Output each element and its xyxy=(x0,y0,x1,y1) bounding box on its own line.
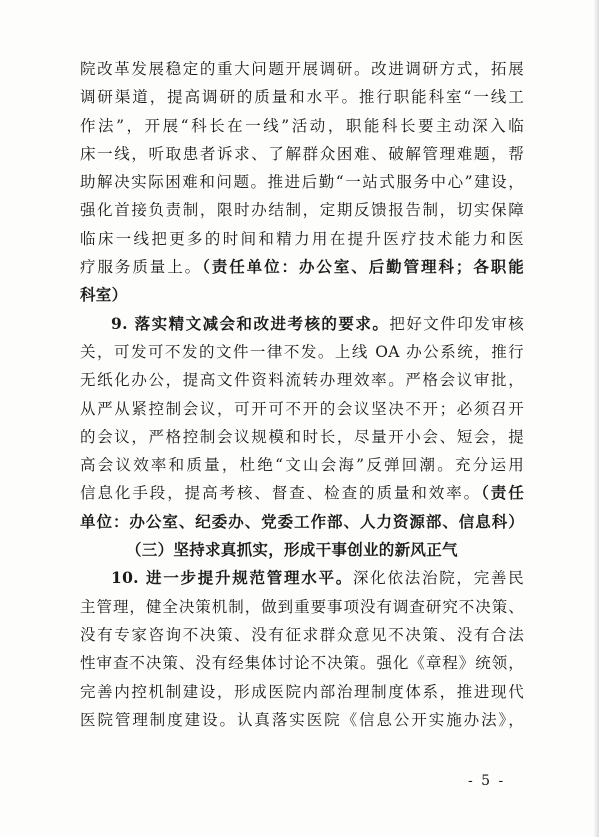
text-line: 从严从紧控制会议，可开可不开的会议坚决不开；必须召开 xyxy=(80,399,524,418)
text-line: 关，可发可不发的文件一律不发。上线 OA 办公系统，推行 xyxy=(80,342,524,361)
responsibility-note: 单位：办公室、纪委办、党委工作部、人力资源部、信息科） xyxy=(80,511,524,531)
text-line xyxy=(80,479,524,507)
text-span: 信息化手段，提高考核、督查、检查的质量和效率。 xyxy=(80,484,482,503)
responsibility-note: （责任 xyxy=(481,483,525,503)
responsibility-note: （责任单位：办公室、后勤管理科；各职能 xyxy=(202,257,525,277)
text-line: 作法”，开展“科长在一线”活动，职能科长要主动深入临 xyxy=(80,116,524,135)
text-span: 把好文件印发审核 xyxy=(389,314,524,333)
text-line: 助解决实际困难和问题。推进后勤“一站式服务中心”建设， xyxy=(80,173,524,192)
responsibility-note: 科室） xyxy=(80,285,128,305)
section-heading: （三）坚持求真抓实，形成干事创业的新风正气 xyxy=(126,540,458,560)
paragraph-first-line xyxy=(80,310,524,338)
paragraph-first-line xyxy=(80,564,524,592)
item-heading: 10. 进一步提升规范管理水平。 xyxy=(111,568,353,588)
page-number: - 5 - xyxy=(468,773,506,789)
text-line: 调研渠道，提高调研的质量和水平。推行职能科室“一线工 xyxy=(80,88,524,107)
text-line: 床一线，听取患者诉求、了解群众困难、破解管理难题，帮 xyxy=(80,144,524,163)
item-heading: 9. 落实精文减会和改进考核的要求。 xyxy=(111,313,390,333)
body-text xyxy=(80,55,524,734)
text-line: 强化首接负责制，限时办结制，定期反馈报告制，切实保障 xyxy=(80,201,524,220)
text-line: 无纸化办公，提高文件资料流转办理效率。严格会议审批， xyxy=(80,371,524,390)
text-line: 院改革发展稳定的重大问题开展调研。改进调研方式，拓展 xyxy=(80,60,524,78)
text-line: 主管理，健全决策机制，做到重要事项没有调查研究不决策、 xyxy=(80,597,524,616)
text-line xyxy=(80,253,524,281)
text-line: 临床一线把更多的时间和精力用在提升医疗技术能力和医 xyxy=(80,229,524,248)
text-line: 高会议效率和质量，杜绝“文山会海”反弹回潮。充分运用 xyxy=(80,456,524,475)
text-line: 性审查不决策、没有经集体讨论不决策。强化《章程》统领， xyxy=(80,654,524,673)
text-line: 没有专家咨询不决策、没有征求群众意见不决策、没有合法 xyxy=(80,625,524,644)
text-span: 疗服务质量上。 xyxy=(80,258,203,277)
text-span: 深化依法治院，完善民 xyxy=(352,569,524,588)
text-line: 完善内控机制建设，形成医院内部治理制度体系，推进现代 xyxy=(80,682,524,701)
text-line: 医院管理制度建设。认真落实医院《信息公开实施办法》， xyxy=(80,710,524,729)
text-line: 的会议，严格控制会议规模和时长，尽量开小会、短会，提 xyxy=(80,427,524,446)
